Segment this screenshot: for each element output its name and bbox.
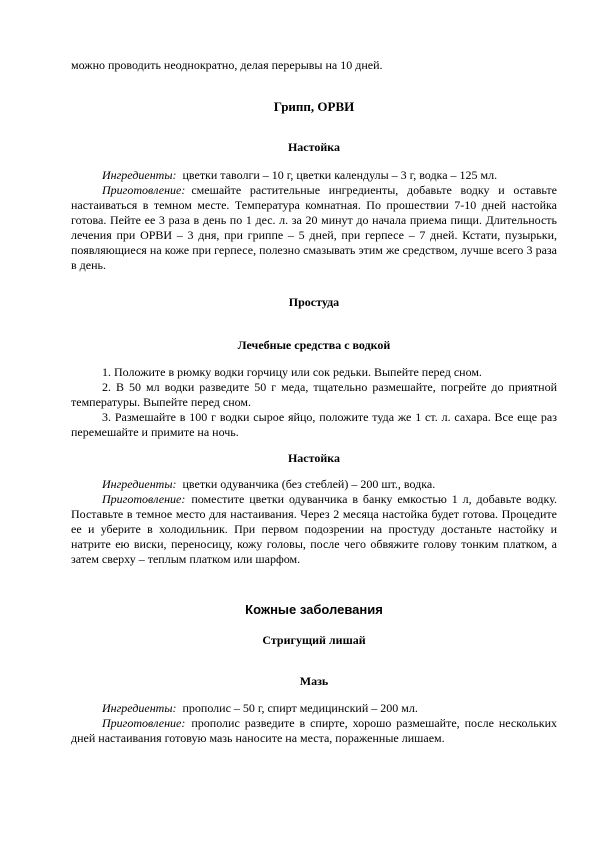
- preparation-text: прополис разведите в спирте, хорошо размешайте, после нескольких дней настаивания готовую мазь наносите на места, пораженные лишаем.: [71, 716, 557, 745]
- subtitle-cold-vodka: Лечебные средства с водкой: [237, 338, 391, 352]
- ingredients-text: цветки одуванчика (без стеблей) – 200 шт., водка.: [182, 477, 436, 491]
- ingredients-label: Ингредиенты:: [102, 701, 177, 715]
- subtitle-ringworm: Стригущий лишай: [262, 633, 366, 647]
- list-item: 1. Положите в рюмку водки горчицу или сок редьки. Выпейте перед сном.: [102, 365, 482, 379]
- list-item: 2. В 50 мл водки разведите 50 г меда, тщательно размешайте, погрейте до приятной температуры. Выпейте перед сном.: [71, 380, 557, 409]
- flu-ingredients: [71, 168, 557, 183]
- ingredients-text: цветки таволги – 10 г, цветки календулы – 3 г, водка – 125 мл.: [182, 168, 498, 182]
- cold-preparation: [71, 492, 557, 567]
- list-item: 3. Размешайте в 100 г водки сырое яйцо, положите туда же 1 ст. л. сахара. Все еще раз перемешайте и примите на ночь.: [71, 410, 557, 439]
- ingredients-label: Ингредиенты:: [102, 168, 177, 182]
- preparation-label: Приготовление:: [102, 183, 186, 197]
- section-title-flu: Грипп, ОРВИ: [273, 99, 355, 114]
- continuation-line: можно проводить неоднократно, делая перерывы на 10 дней.: [71, 58, 383, 72]
- skin-ingredients: [71, 701, 557, 716]
- ingredients-label: Ингредиенты:: [102, 477, 177, 491]
- section-title-cold: Простуда: [288, 295, 340, 309]
- preparation-text: смешайте растительные ингредиенты, добавьте водку и оставьте настаиваться в темном месте. Температура комнатная. По прошествии 7-10 дней настойка готова. Пейте ее 3 раза в день по 1 дес. л. за 20 минут до начала приема пищи. Длительность лечения при ОРВИ – 3 дня, при гриппе – 5 дней, при герпесе – 7 дней. Кстати, пузырьки, появляющиеся на коже при герпесе, полезно смазывать этим же средством, лучше всего 3 раза в день.: [71, 183, 557, 272]
- flu-recipe: [71, 168, 557, 273]
- section-title-skin: Кожные заболевания: [245, 602, 383, 617]
- subtitle-cold-tincture: Настойка: [287, 451, 341, 465]
- skin-recipe: [71, 701, 557, 746]
- subtitle-flu-tincture: Настойка: [287, 140, 341, 154]
- cold-remedies-list: [71, 365, 557, 440]
- preparation-text: поместите цветки одуванчика в банку емкостью 1 л, добавьте водку. Поставьте в темное место для настаивания. Через 2 месяца настойка будет готова. Процедите ее и уберите в холодильник. При первом подозрении на простуду достаньте настойку и натрите ею виски, переносицу, кожу головы, после чего обвяжите голову тонким платком, а затем сверху – теплым платком или шарфом.: [71, 492, 557, 566]
- flu-preparation: [71, 183, 557, 273]
- cold-recipe: [71, 477, 557, 567]
- preparation-label: Приготовление:: [102, 716, 186, 730]
- skin-preparation: [71, 716, 557, 746]
- ingredients-text: прополис – 50 г, спирт медицинский – 200 мл.: [182, 701, 418, 715]
- preparation-label: Приготовление:: [102, 492, 186, 506]
- subtitle-ointment: Мазь: [299, 674, 329, 688]
- cold-ingredients: [71, 477, 557, 492]
